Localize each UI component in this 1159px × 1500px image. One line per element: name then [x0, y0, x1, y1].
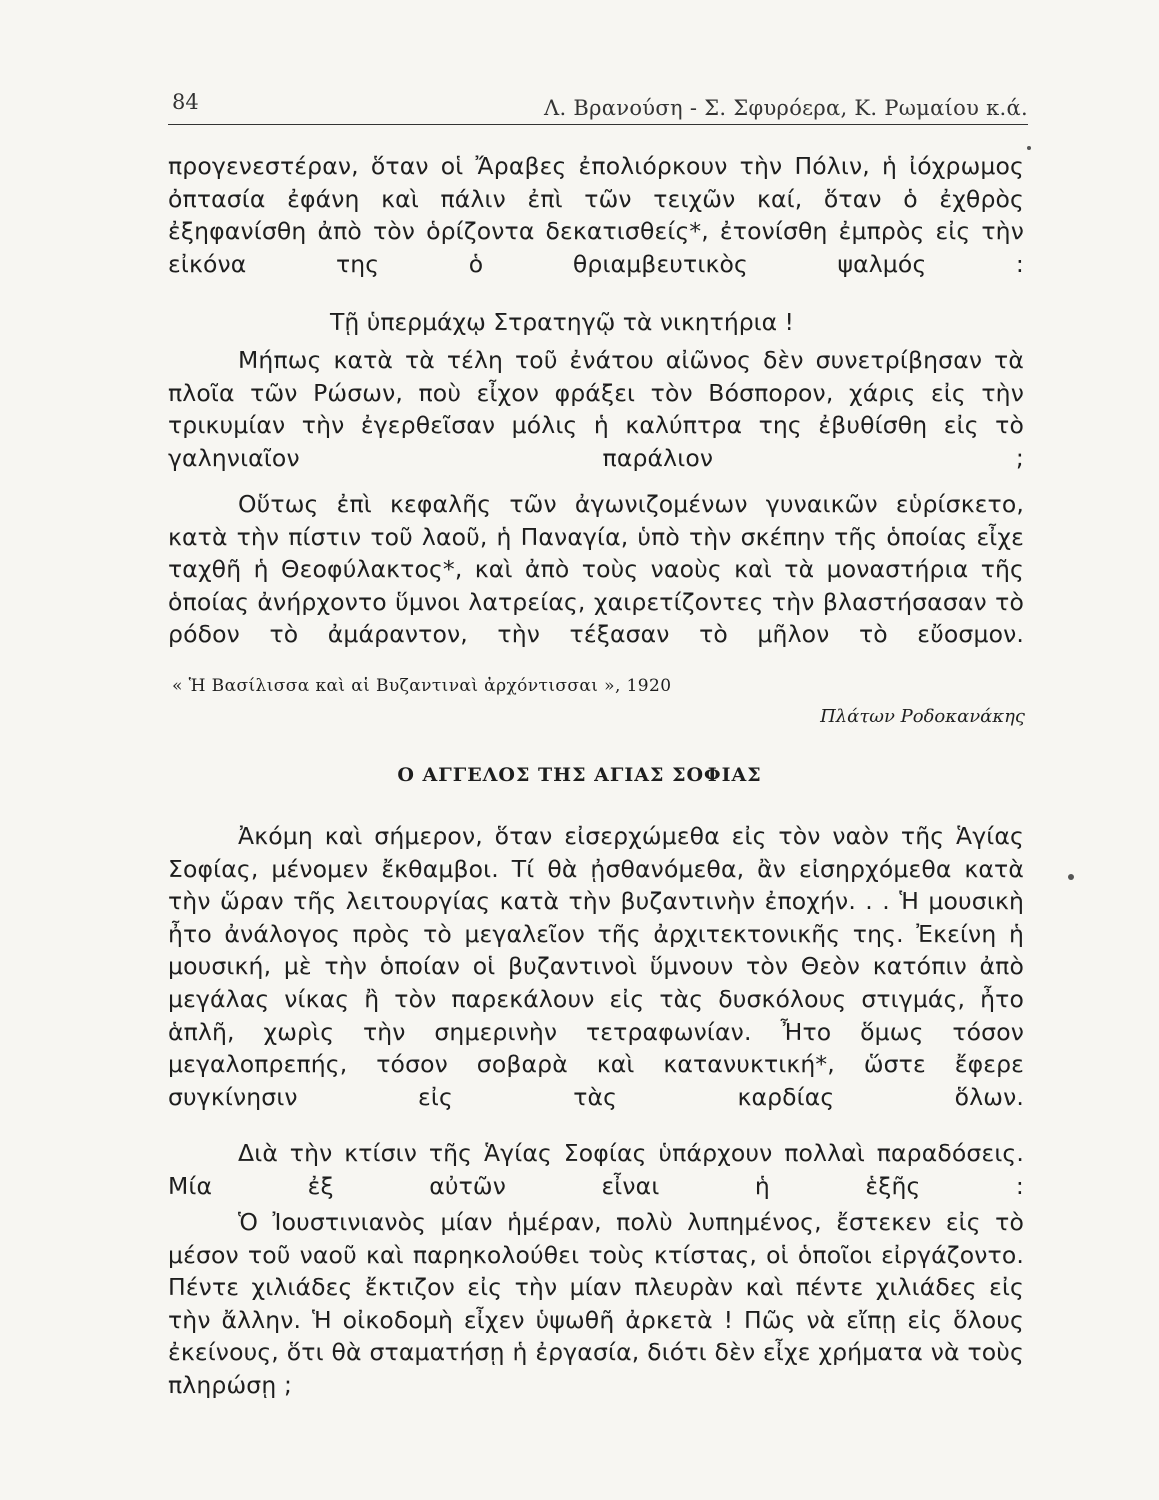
paragraph-traditions: Διὰ τὴν κτίσιν τῆς Ἁγίας Σοφίας ὑπάρχουν πολλαὶ παραδόσεις. Μία ἐξ αὐτῶν εἶναι ἡ ἑξῆς : [168, 1139, 1024, 1200]
paragraph-siege: προγενεστέραν, ὅταν οἱ Ἄραβες ἐπολιόρκουν τὴν Πόλιν, ἡ ἰόχρωμος ὀπτασία ἐφάνη καὶ πάλιν ἐπὶ τῶν τειχῶν καί, ὅταν ὁ ἐχθρὸς ἐξηφανίσθη ἀπὸ τὸν ὁρίζοντα δεκατισθείς*, ἐτονίσθη ἐμπρὸς εἰς τὴν εἰκόνα της ὁ θριαμβευτικὸς ψαλμός : [168, 152, 1024, 278]
paragraph-justinian: Ὁ Ἰουστινιανὸς μίαν ἡμέραν, πολὺ λυπημένος, ἔστεκεν εἰς τὸ μέσον τοῦ ναοῦ καὶ παρηκολούθει τοὺς κτίστας, οἱ ὁποῖοι εἰργάζοντο. Πέντε χιλιάδες ἔκτιζον εἰς τὴν μίαν πλευρὰν καὶ πέντε χιλιάδες εἰς τὴν ἄλλην. Ἡ οἰκοδομὴ εἶχεν ὑψωθῆ ἀρκετὰ ! Πῶς νὰ εἴπῃ εἰς ὅλους ἐκείνους, ὅτι θὰ σταματήσῃ ἡ ἐργασία, διότι δὲν εἶχε χρήματα νὰ τοὺς πληρώσῃ ; [168, 1208, 1024, 1399]
excerpt-author: Πλάτων Ροδοκανάκης [820, 706, 1025, 727]
header-authors: Λ. Βρανούση - Σ. Σφυρόερα, Κ. Ρωμαίου κ.ά. [544, 96, 1028, 120]
paragraph-music: Ἀκόμη καὶ σήμερον, ὅταν εἰσερχώμεθα εἰς τὸν ναὸν τῆς Ἁγίας Σοφίας, μένομεν ἔκθαμβοι. Τί θὰ ᾐσθανόμεθα, ἂν εἰσηρχόμεθα κατὰ τὴν ὥραν τῆς λειτουργίας κατὰ τὴν βυζαντινὴν ἐποχήν. . . Ἡ μουσικὴ ἦτο ἀνάλογος πρὸς τὸ μεγαλεῖον τῆς ἀρχιτεκτονικῆς της. Ἐκείνη ἡ μουσική, μὲ τὴν ὁποίαν οἱ βυζαντινοὶ ὕμνουν τὸν Θεὸν κατόπιν ἀπὸ μεγάλας νίκας ἢ τὸν παρεκάλουν εἰς τὰς δυσκόλους στιγμάς, ἦτο ἁπλῆ, χωρὶς τὴν σημερινὴν τετραφωνίαν. Ἦτο ὅμως τόσον μεγαλοπρεπής, τόσον σοβαρὰ καὶ κατανυκτική*, ὥστε ἔφερε συγκίνησιν εἰς τὰς καρδίας ὅλων. [168, 822, 1024, 1111]
paragraph-russian-ships: Μήπως κατὰ τὰ τέλη τοῦ ἐνάτου αἰῶνος δὲν συνετρίβησαν τὰ πλοῖα τῶν Ρώσων, ποὺ εἶχον φράξει τὸν Βόσπορον, χάρις εἰς τὴν τρικυμίαν τὴν ἐγερθεῖσαν μόλις ἡ καλύπτρα της ἐβυθίσθη εἰς τὸ γαληνιαῖον παράλιον ; [168, 346, 1024, 472]
running-header [168, 88, 1028, 125]
excerpt-source: « Ἡ Βασίλισσα καὶ αἱ Βυζαντιναὶ ἀρχόντισσαι », 1920 [172, 676, 672, 696]
section-title: Ο ΑΓΓΕΛΟΣ ΤΗΣ ΑΓΙΑΣ ΣΟΦΙΑΣ [397, 764, 762, 786]
print-speck [1068, 874, 1074, 880]
paragraph-panagia: Οὕτως ἐπὶ κεφαλῆς τῶν ἀγωνιζομένων γυναικῶν εὑρίσκετο, κατὰ τὴν πίστιν τοῦ λαοῦ, ἡ Παναγία, ὑπὸ τὴν σκέπην τῆς ὁποίας εἶχε ταχθῆ ἡ Θεοφύλακτος*, καὶ ἀπὸ τοὺς ναοὺς καὶ τὰ μοναστήρια τῆς ὁποίας ἀνήρχοντο ὕμνοι λατρείας, χαιρετίζοντες τὴν βλαστήσασαν τὸ ρόδον τὸ ἀμάραντον, τὴν τέξασαν τὸ μῆλον τὸ εὔοσμον. [168, 490, 1024, 649]
print-speck [1027, 146, 1031, 150]
hymn-verse: Τῇ ὑπερμάχῳ Στρατηγῷ τὰ νικητήρια ! [330, 308, 794, 336]
page-number: 84 [172, 90, 199, 114]
